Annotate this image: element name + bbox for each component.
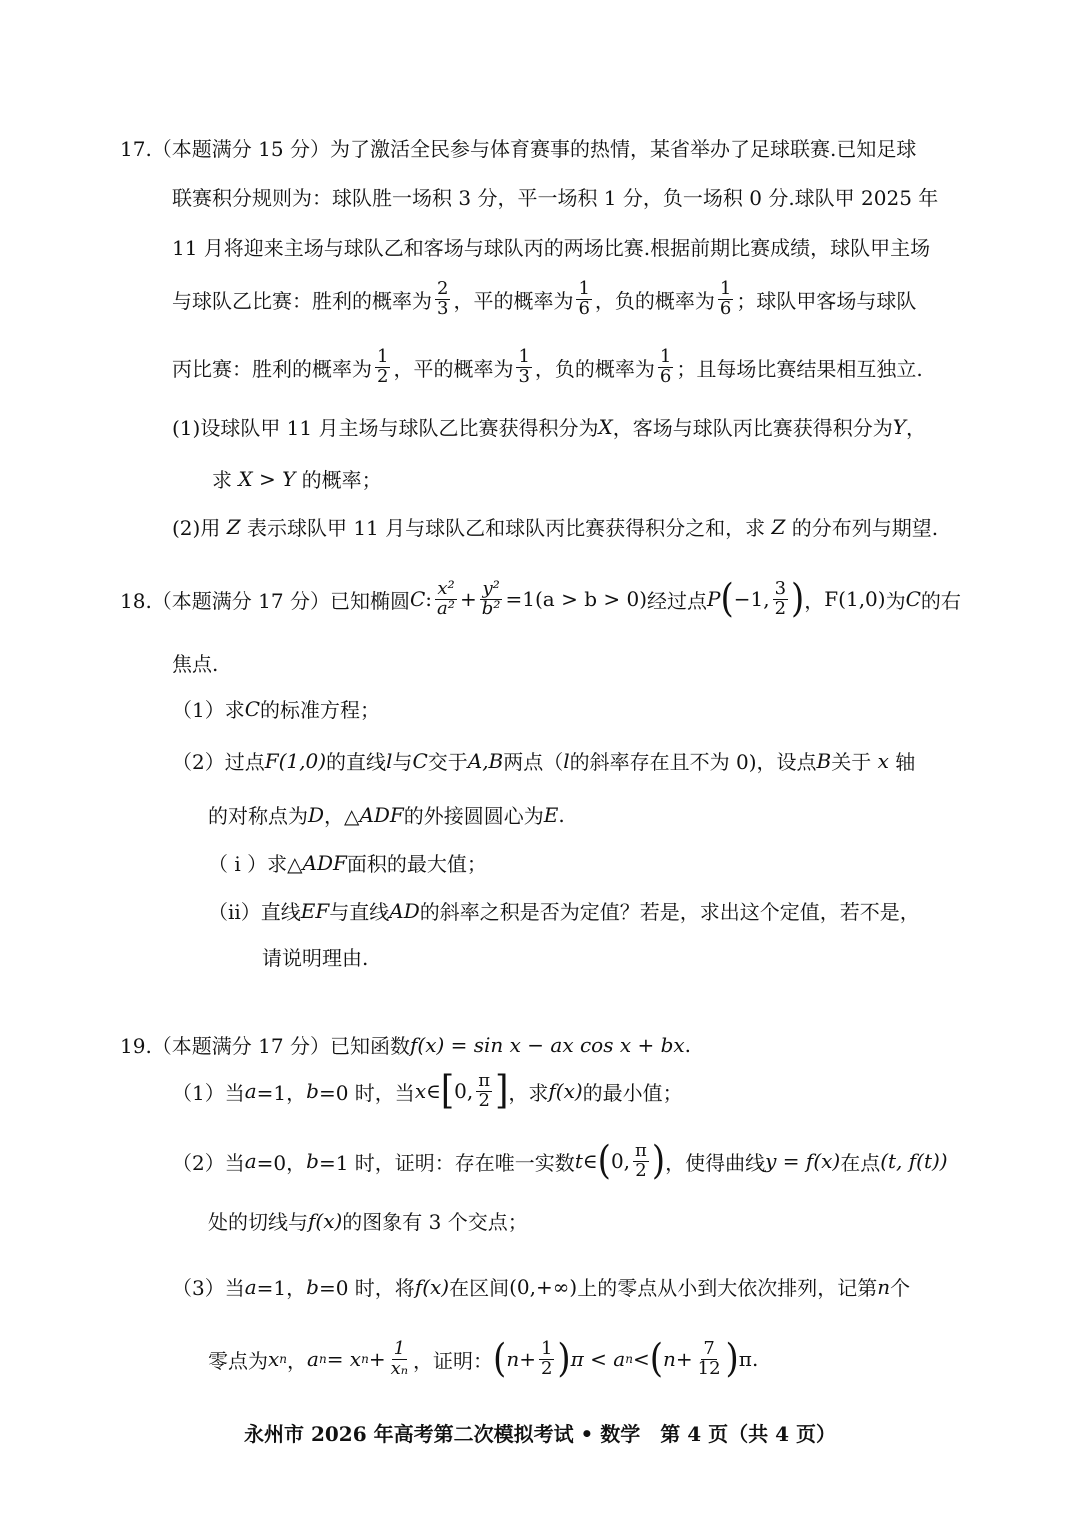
- fraction-one-sixth: $\frac{1}{6}$: [719, 278, 732, 319]
- q19-line-1: 19.（本题满分 17 分）已知函数 f(x) = sin x − ax cos x + bx .: [120, 1032, 692, 1058]
- fraction-y2-b2: $\frac{\text{y²}}{\text{b²}}$: [481, 578, 501, 619]
- fraction-pi-over-2: $\frac{\pi}{2}$: [478, 1070, 491, 1111]
- q19-part-2: （2）当 a =0， b =1 时，证明：存在唯一实数 t ∈ ( 0, $\frac{\pi}{2}$ ) ，使得曲线 y = f(x) 在点 (t, f(t)): [172, 1138, 948, 1185]
- q18-subpart-i: （ i ）求△ ADF 面积的最大值；: [208, 850, 487, 876]
- q19-part-2-cont: 处的切线与 f(x) 的图象有 3 个交点；: [208, 1208, 528, 1234]
- q18-part-2-cont: 的对称点为 D ，△ ADF 的外接圆圆心为 E .: [208, 802, 565, 828]
- q17-line-5: 丙比赛：胜利的概率为 $\frac{1}{2}$ ，平的概率为 $\frac{1}{3}$ ，负的概率为 $\frac{1}{6}$ ；且每场比赛结果相互独立.: [172, 346, 923, 387]
- q17-part-2: (2)用 Z 表示球队甲 11 月与球队乙和球队丙比赛获得积分之和，求 Z 的分布列与期望.: [172, 514, 939, 540]
- q17-line-1: 17.（本题满分 15 分）为了激活全民参与体育赛事的热情，某省举办了足球联赛.已知足球: [120, 137, 917, 161]
- fraction-one-over-xn: $\frac{1}{\text{xₙ}}$: [390, 1338, 409, 1379]
- q17-part-1-cont: 求 X > Y 的概率；: [212, 466, 382, 492]
- q19-part-3-cont: 零点为 x n ， a n = x n + $\frac{1}{\text{xₙ}}$ ，证明： ( n+ $\frac{1}{2}$ ) π < a n < ( n+ $\frac{7}{12}$ ) π.: [208, 1336, 759, 1383]
- q18-line-2: 焦点.: [172, 652, 219, 676]
- fraction-two-thirds: $\frac{2}{3}$: [437, 278, 449, 319]
- q18-subpart-ii: （ii）直线 EF 与直线 AD 的斜率之积是否为定值？若是，求出这个定值，若不是，: [208, 898, 920, 924]
- page-footer: 永州市 2026 年高考第二次模拟考试 • 数学 第 4 页（共 4 页）: [244, 1422, 836, 1446]
- q18-subpart-ii-cont: 请说明理由.: [262, 946, 369, 970]
- q19-part-3: （3）当 a =1， b =0 时，将 f(x) 在区间 (0,+∞) 上的零点从小到大依次排列，记第 n 个: [172, 1274, 911, 1300]
- q18-part-2: （2）过点 F(1,0) 的直线 l 与 C 交于 A,B 两点（ l 的斜率存在且不为 0)，设点 B 关于 x 轴: [172, 748, 916, 774]
- fraction-one-sixth: $\frac{1}{6}$: [578, 278, 590, 319]
- q19-part-1: （1）当 a =1， b =0 时，当 x ∈ [ 0, $\frac{\pi}{2}$ ] ，求 f(x) 的最小值；: [172, 1068, 683, 1115]
- fraction-one-third: $\frac{1}{3}$: [518, 346, 530, 387]
- q17-line-2: 联赛积分规则为：球队胜一场积 3 分，平一场积 1 分，负一场积 0 分.球队甲 2025 年: [172, 186, 939, 210]
- fraction-three-halves: $\frac{3}{2}$: [774, 578, 787, 619]
- fraction-x2-a2: $\frac{\text{x²}}{\text{a²}}$: [437, 578, 455, 619]
- fraction-pi-over-2: $\frac{\pi}{2}$: [635, 1140, 647, 1181]
- fraction-seven-twelfths: $\frac{7}{12}$: [697, 1338, 721, 1379]
- fraction-one-half: $\frac{1}{2}$: [377, 346, 389, 387]
- fraction-one-half: $\frac{1}{2}$: [540, 1338, 553, 1379]
- q17-line-4: 与球队乙比赛：胜利的概率为 $\frac{2}{3}$ ，平的概率为 $\frac{1}{6}$ ，负的概率为 $\frac{1}{6}$ ；球队甲客场与球队: [172, 278, 917, 319]
- q17-line-3: 11 月将迎来主场与球队乙和客场与球队丙的两场比赛.根据前期比赛成绩，球队甲主场: [172, 236, 931, 260]
- fraction-one-sixth: $\frac{1}{6}$: [659, 346, 672, 387]
- q18-part-1: （1）求 C 的标准方程；: [172, 696, 381, 722]
- q17-part-1: (1)设球队甲 11 月主场与球队乙比赛获得积分为 X ，客场与球队丙比赛获得积分为 Y ，: [172, 414, 926, 440]
- q18-line-1: 18.（本题满分 17 分）已知椭圆 C : $\frac{\text{x²}}{\text{a²}}$ + $\frac{\text{y²}}{\text{b²}}$ =1(a > b > 0) 经过点 P ( −1, $\frac{3}{2}$ ) ， F(1,0) 为 C 的右: [120, 576, 961, 623]
